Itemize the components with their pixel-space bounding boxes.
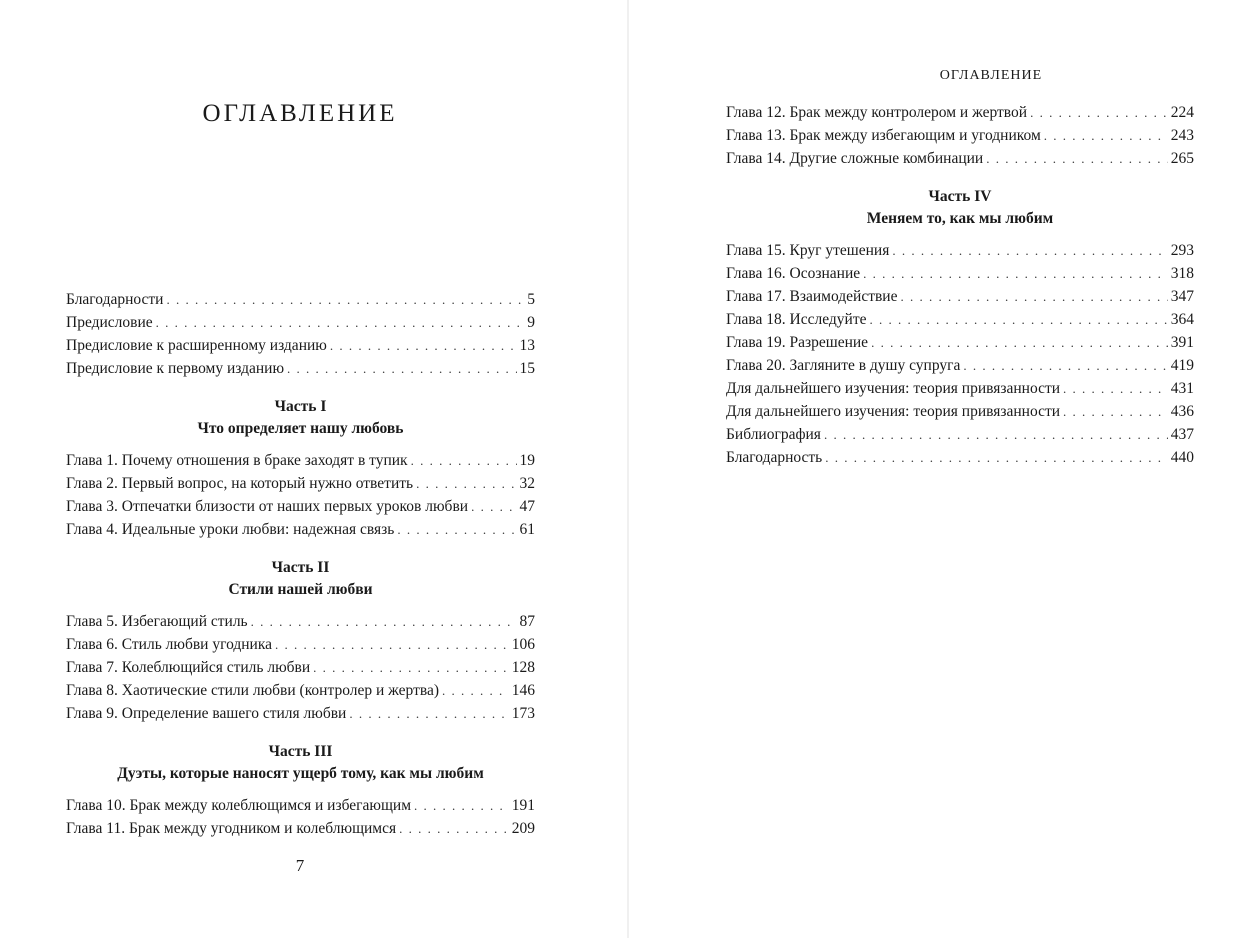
entry-page: 347 [1170,288,1194,305]
part-1-label: Часть I [274,398,327,415]
entry-title: Для дальнейшего изучения: теория привязанности [726,403,1061,420]
entry-title: Глава 10. Брак между колеблющимся и избегающим [66,797,412,814]
dot-leader [824,423,1168,446]
toc-title: ОГЛАВЛЕНИЕ [202,100,398,127]
toc-list-right [726,101,1194,469]
dot-leader [330,334,517,357]
toc-entry-chapter-19[interactable] [726,331,1194,354]
entry-title: Глава 20. Загляните в душу супруга [726,357,961,374]
dot-leader [349,702,508,725]
dot-leader [313,656,509,679]
toc-entry-chapter-20[interactable] [726,354,1194,377]
toc-entry-chapter-4[interactable] [66,518,535,541]
entry-title: Глава 4. Идеальные уроки любви: надежная связь [66,521,395,538]
dot-leader [900,285,1167,308]
toc-entry-chapter-18[interactable] [726,308,1194,331]
entry-page: 106 [511,636,535,653]
dot-leader [397,518,516,541]
dot-leader [1063,400,1168,423]
toc-entry-chapter-12[interactable] [726,101,1194,124]
entry-page: 9 [527,314,535,331]
entry-page: 61 [519,521,535,538]
dot-leader [1030,101,1168,124]
entry-title: Глава 5. Избегающий стиль [66,613,248,630]
toc-entry-bibliography[interactable] [726,423,1194,446]
entry-title: Глава 6. Стиль любви угодника [66,636,273,653]
toc-entry-chapter-9[interactable] [66,702,535,725]
dot-leader [871,331,1168,354]
toc-entry-acknowledgement[interactable] [726,446,1194,469]
toc-entry-chapter-1[interactable] [66,449,535,472]
toc-entry-further-reading-2[interactable] [726,400,1194,423]
entry-page: 128 [511,659,535,676]
entry-title: Глава 9. Определение вашего стиля любви [66,705,347,722]
dot-leader [892,239,1167,262]
dot-leader [399,817,509,840]
toc-entry-chapter-6[interactable] [66,633,535,656]
entry-title: Предисловие к первому изданию [66,360,285,377]
dot-leader [251,610,517,633]
dot-leader [863,262,1168,285]
dot-leader [414,794,509,817]
toc-entry-chapter-3[interactable] [66,495,535,518]
toc-entry-chapter-14[interactable] [726,147,1194,170]
toc-entry-acknowledgements[interactable] [66,288,535,311]
toc-entry-preface-extended[interactable] [66,334,535,357]
toc-entry-chapter-15[interactable] [726,239,1194,262]
dot-leader [411,449,517,472]
part-2-label: Часть II [271,559,330,576]
running-head: ОГЛАВЛЕНИЕ [939,68,1043,83]
entry-page: 293 [1170,242,1194,259]
entry-page: 437 [1170,426,1194,443]
part-1-name: Что определяет нашу любовь [197,420,404,437]
entry-page: 13 [519,337,535,354]
entry-title: Глава 19. Разрешение [726,334,869,351]
toc-entry-chapter-5[interactable] [66,610,535,633]
dot-leader [986,147,1168,170]
entry-title: Глава 3. Отпечатки близости от наших первых уроков любви [66,498,469,515]
entry-page: 87 [519,613,535,630]
entry-title: Глава 7. Колеблющийся стиль любви [66,659,311,676]
entry-title: Благодарности [66,291,164,308]
dot-leader [1044,124,1168,147]
entry-page: 431 [1170,380,1194,397]
entry-page: 146 [511,682,535,699]
toc-entry-further-reading-1[interactable] [726,377,1194,400]
toc-entry-chapter-8[interactable] [66,679,535,702]
part-4-name: Меняем то, как мы любим [866,210,1054,227]
entry-page: 364 [1170,311,1194,328]
entry-page: 191 [511,797,535,814]
toc-entry-chapter-17[interactable] [726,285,1194,308]
entry-title: Глава 11. Брак между угодником и колеблющимся [66,820,397,837]
entry-page: 5 [527,291,535,308]
entry-title: Глава 16. Осознание [726,265,861,282]
entry-page: 173 [511,705,535,722]
toc-entry-chapter-2[interactable] [66,472,535,495]
dot-leader [825,446,1167,469]
entry-title: Для дальнейшего изучения: теория привязанности [726,380,1061,397]
entry-title: Глава 18. Исследуйте [726,311,867,328]
entry-page: 391 [1170,334,1194,351]
entry-title: Глава 12. Брак между контролером и жертвой [726,104,1028,121]
entry-title: Глава 8. Хаотические стили любви (контролер и жертва) [66,682,440,699]
toc-list-left [66,288,535,840]
entry-page: 32 [519,475,535,492]
part-2-name: Стили нашей любви [228,581,373,598]
entry-page: 224 [1170,104,1194,121]
entry-title: Глава 2. Первый вопрос, на который нужно ответить [66,475,414,492]
right-page [629,0,1253,938]
entry-title: Библиография [726,426,821,443]
entry-title: Глава 14. Другие сложные комбинации [726,150,984,167]
dot-leader [471,495,516,518]
dot-leader [156,311,525,334]
dot-leader [275,633,509,656]
entry-page: 318 [1170,265,1194,282]
entry-page: 419 [1170,357,1194,374]
entry-title: Предисловие к расширенному изданию [66,337,327,354]
toc-entry-chapter-13[interactable] [726,124,1194,147]
entry-title: Глава 1. Почему отношения в браке заходят в тупик [66,452,408,469]
toc-entry-preface[interactable] [66,311,535,334]
entry-title: Благодарность [726,449,823,466]
toc-entry-chapter-7[interactable] [66,656,535,679]
dot-leader [963,354,1167,377]
entry-page: 209 [511,820,535,837]
entry-page: 265 [1170,150,1194,167]
entry-page: 19 [519,452,535,469]
dot-leader [287,357,516,380]
entry-page: 15 [519,360,535,377]
dot-leader [869,308,1167,331]
entry-page: 243 [1170,127,1194,144]
entry-title: Глава 17. Взаимодействие [726,288,898,305]
dot-leader [416,472,516,495]
entry-page: 436 [1170,403,1194,420]
part-3-name: Дуэты, которые наносят ущерб тому, как мы любим [117,765,484,782]
entry-title: Глава 15. Круг утешения [726,242,890,259]
toc-entry-chapter-16[interactable] [726,262,1194,285]
dot-leader [1063,377,1168,400]
entry-title: Предисловие [66,314,153,331]
entry-page: 440 [1170,449,1194,466]
part-3-label: Часть III [268,743,333,760]
page-number: 7 [295,856,305,875]
part-4-label: Часть IV [928,188,992,205]
dot-leader [166,288,524,311]
toc-entry-preface-first[interactable] [66,357,535,380]
toc-entry-chapter-11[interactable] [66,817,535,840]
dot-leader [442,679,509,702]
entry-page: 47 [519,498,535,515]
toc-entry-chapter-10[interactable] [66,794,535,817]
entry-title: Глава 13. Брак между избегающим и угодником [726,127,1041,144]
